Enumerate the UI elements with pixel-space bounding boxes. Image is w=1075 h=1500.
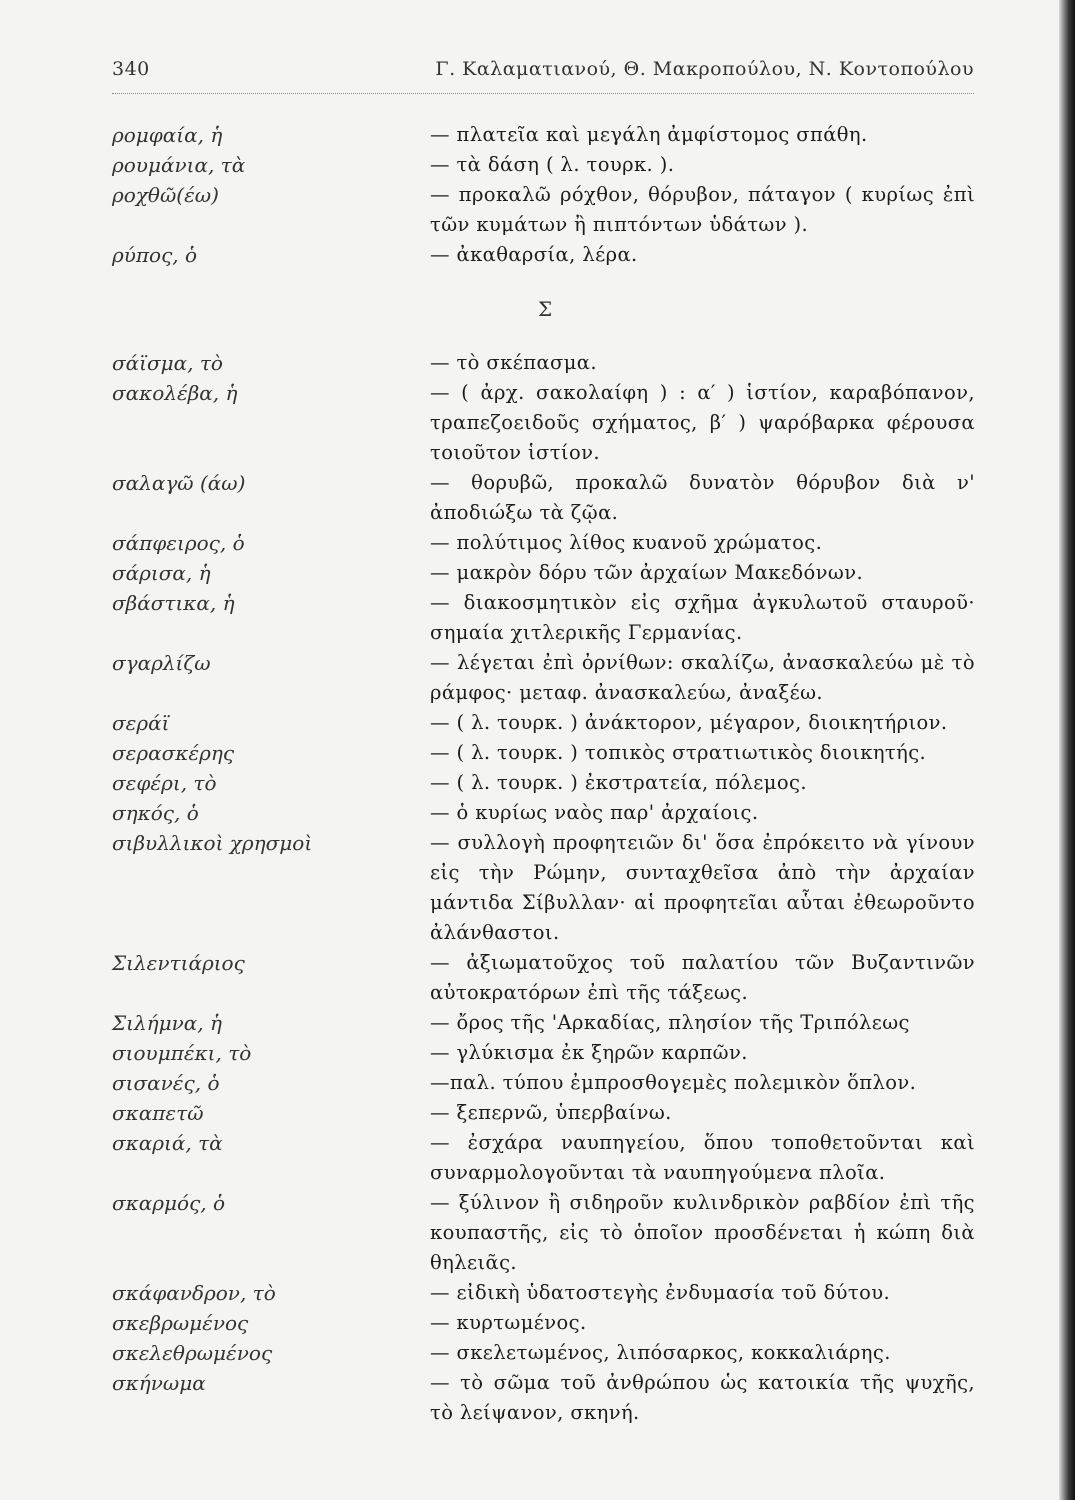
glossary-entry (0, 1368, 1075, 1428)
header-rule (112, 93, 974, 94)
entries-top (0, 120, 1075, 270)
glossary-entry (0, 180, 1075, 240)
glossary-entry (0, 120, 1075, 150)
entry-definition: — τὸ σκέπασμα. (430, 351, 597, 374)
entry-term: σεφέρι, τὸ (112, 771, 217, 795)
glossary-entry (0, 948, 1075, 1008)
section-letter: Σ (538, 297, 553, 321)
entry-term: σερασκέρης (112, 741, 235, 765)
entry-term: ρουμάνια, τὰ (112, 153, 246, 177)
entry-definition: — ( λ. τουρκ. ) ἐκστρατεία, πόλεμος. (430, 771, 807, 794)
entry-definition: — διακοσμητικὸν εἰς σχῆμα ἀγκυλωτοῦ σταυροῦ· σημαία χιτλερικῆς Γερμανίας. (430, 591, 975, 644)
glossary-entries (0, 120, 1075, 1428)
entry-term: σεράϊ (112, 711, 170, 735)
glossary-entry (0, 828, 1075, 948)
glossary-entry (0, 468, 1075, 528)
entry-term: ρομφαία, ἡ (112, 123, 223, 147)
glossary-entry (0, 1068, 1075, 1098)
glossary-entry (0, 150, 1075, 180)
glossary-entry (0, 1188, 1075, 1278)
glossary-entry (0, 528, 1075, 558)
running-title-authors: Γ. Καλαματιανού, Θ. Μακροπούλου, Ν. Κοντοπούλου (435, 58, 974, 80)
entry-definition: — συλλογὴ προφητειῶν δι' ὅσα ἐπρόκειτο νὰ γίνουν εἰς τὴν Ρώμην, συνταχθεῖσα ἀπὸ τὴν ἀρχαίαν μάντιδα Σίβυλλαν· αἱ προφητεῖαι αὗται ἐθεωροῦντο ἀλάνθαστοι. (430, 831, 975, 944)
glossary-entry (0, 1278, 1075, 1308)
entry-term: σκάφανδρον, τὸ (112, 1281, 276, 1305)
glossary-entry (0, 798, 1075, 828)
entry-definition: — λέγεται ἐπὶ ὀρνίθων: σκαλίζω, ἀνασκαλεύω μὲ τὸ ράμφος· μεταφ. ἀνασκαλεύω, ἀναξέω. (430, 651, 975, 704)
entry-term: σάϊσμα, τὸ (112, 351, 223, 375)
entry-term: Σιλεντιάριος (112, 951, 245, 975)
entry-definition: — σκελετωμένος, λιπόσαρκος, κοκκαλιάρης. (430, 1341, 891, 1364)
entry-definition: — ἀκαθαρσία, λέρα. (430, 243, 638, 266)
entry-definition: — γλύκισμα ἐκ ξηρῶν καρπῶν. (430, 1041, 748, 1064)
entry-term: Σιλήμνα, ἡ (112, 1011, 222, 1035)
entry-term: σκελεθρωμένος (112, 1341, 273, 1365)
glossary-entry (0, 1338, 1075, 1368)
entry-term: σακολέβα, ἡ (112, 381, 238, 405)
entry-definition: — ξεπερνῶ, ὑπερβαίνω. (430, 1101, 672, 1124)
glossary-entry (0, 708, 1075, 738)
entry-definition: — τὸ σῶμα τοῦ ἀνθρώπου ὡς κατοικία τῆς ψυχῆς, τὸ λείψανον, σκηνή. (430, 1371, 975, 1424)
entry-term: ροχθῶ(έω) (112, 183, 219, 207)
glossary-entry (0, 558, 1075, 588)
entry-term: σκήνωμα (112, 1371, 206, 1395)
entry-definition: — ( λ. τουρκ. ) ἀνάκτορον, μέγαρον, διοικητήριον. (430, 711, 948, 734)
entry-definition: — ( λ. τουρκ. ) τοπικὸς στρατιωτικὸς διοικητής. (430, 741, 927, 764)
entry-term: σάπφειρος, ὁ (112, 531, 245, 555)
entry-term: σιβυλλικοὶ χρησμοὶ (112, 831, 313, 855)
glossary-entry (0, 378, 1075, 468)
entry-definition: — μακρὸν δόρυ τῶν ἀρχαίων Μακεδόνων. (430, 561, 864, 584)
entry-definition: — ( ἀρχ. σακολαίφη ) : α′ ) ἱστίον, καραβόπανον, τραπεζοειδοῦς σχήματος, β′ ) ψαρόβαρκα φέρουσα τοιοῦτον ἱστίον. (430, 381, 975, 464)
entry-definition: — ἀξιωματοῦχος τοῦ παλατίου τῶν Βυζαντινῶν αὐτοκρατόρων ἐπὶ τῆς τάξεως. (430, 951, 975, 1004)
entry-term: σκαριά, τὰ (112, 1131, 223, 1155)
entry-definition: — κυρτωμένος. (430, 1311, 587, 1334)
entries-bottom (0, 348, 1075, 1428)
entry-term: σβάστικα, ἡ (112, 591, 235, 615)
glossary-entry (0, 240, 1075, 270)
glossary-entry (0, 588, 1075, 648)
entry-term: σγαρλίζω (112, 651, 211, 675)
entry-definition: — ξύλινον ἢ σιδηροῦν κυλινδρικὸν ραβδίον ἐπὶ τῆς κουπαστῆς, εἰς τὸ ὁποῖον προσδένεται ἡ κώπη διὰ θηλειᾶς. (430, 1191, 975, 1274)
entry-definition: — εἰδικὴ ὑδατοστεγὴς ἐνδυμασία τοῦ δύτου. (430, 1281, 891, 1304)
glossary-entry (0, 1098, 1075, 1128)
entry-definition: —παλ. τύπου ἐμπροσθογεμὲς πολεμικὸν ὅπλον. (430, 1071, 917, 1094)
glossary-entry (0, 738, 1075, 768)
entry-term: σκαρμός, ὁ (112, 1191, 226, 1215)
entry-definition: — τὰ δάση ( λ. τουρκ. ). (430, 153, 675, 176)
glossary-entry (0, 1128, 1075, 1188)
entry-definition: — προκαλῶ ρόχθον, θόρυβον, πάταγον ( κυρίως ἐπὶ τῶν κυμάτων ἢ πιπτόντων ὑδάτων ). (430, 183, 975, 236)
entry-definition: — ὁ κυρίως ναὸς παρ' ἀρχαίοις. (430, 801, 759, 824)
glossary-entry (0, 348, 1075, 378)
entry-term: σκεβρωμένος (112, 1311, 249, 1335)
entry-definition: — ὄρος τῆς 'Αρκαδίας, πλησίον τῆς Τριπόλεως (430, 1011, 910, 1034)
running-header (112, 58, 974, 80)
glossary-entry (0, 648, 1075, 708)
entry-definition: — ἐσχάρα ναυπηγείου, ὅπου τοποθετοῦνται καὶ συναρμολογοῦνται τὰ ναυπηγούμενα πλοῖα. (430, 1131, 975, 1184)
entry-term: σαλαγῶ (άω) (112, 471, 246, 495)
glossary-entry (0, 1008, 1075, 1038)
entry-term: σάρισα, ἡ (112, 561, 211, 585)
page-number: 340 (112, 58, 150, 80)
entry-term: σκαπετῶ (112, 1101, 204, 1125)
entry-definition: — θορυβῶ, προκαλῶ δυνατὸν θόρυβον διὰ ν' ἀποδιώξω τὰ ζῷα. (430, 471, 975, 524)
entry-definition: — πλατεῖα καὶ μεγάλη ἀμφίστομος σπάθη. (430, 123, 868, 146)
glossary-entry (0, 1308, 1075, 1338)
entry-term: ρύπος, ὁ (112, 243, 198, 267)
glossary-entry (0, 768, 1075, 798)
glossary-entry (0, 1038, 1075, 1068)
entry-term: σηκός, ὁ (112, 801, 199, 825)
entry-term: σιουμπέκι, τὸ (112, 1041, 252, 1065)
entry-definition: — πολύτιμος λίθος κυανοῦ χρώματος. (430, 531, 823, 554)
entry-term: σισανές, ὁ (112, 1071, 220, 1095)
